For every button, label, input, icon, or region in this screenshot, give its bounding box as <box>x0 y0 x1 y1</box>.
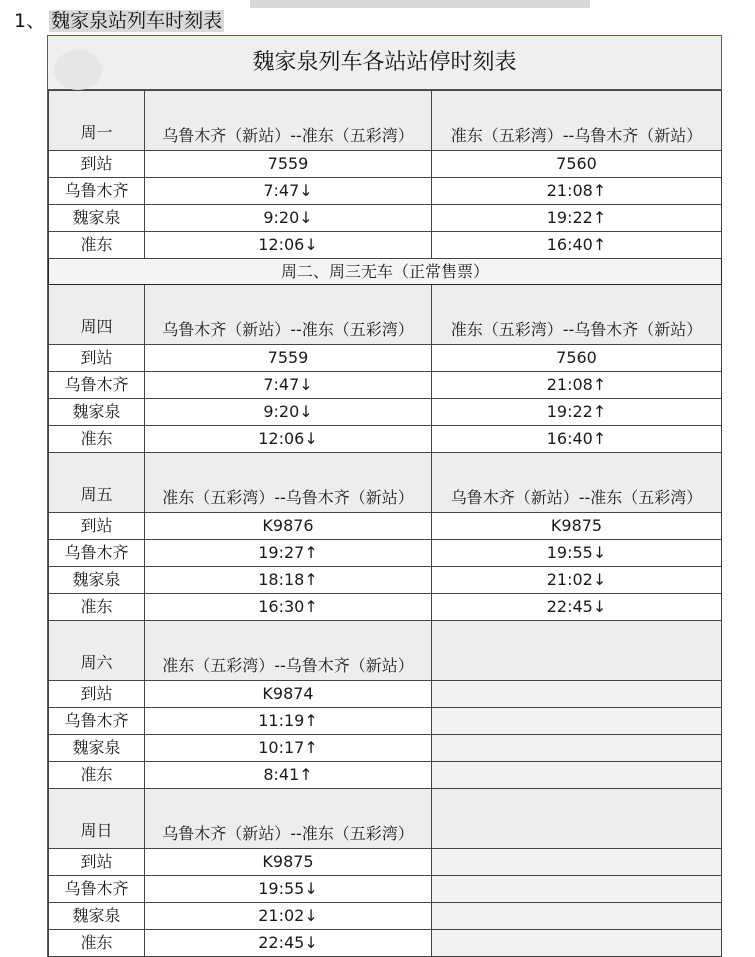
time-value-2 <box>432 762 722 789</box>
day-label: 周四 <box>49 285 145 345</box>
time-value-1: 12:06↓ <box>145 232 432 259</box>
direction-2: 准东（五彩湾）--乌鲁木齐（新站） <box>432 91 722 151</box>
direction-2: 乌鲁木齐（新站）--准东（五彩湾） <box>432 453 722 513</box>
time-value-1: 9:20↓ <box>145 399 432 426</box>
time-value-2 <box>432 708 722 735</box>
table-row <box>49 372 722 399</box>
station-label: 到站 <box>49 513 145 540</box>
time-value-1: 11:19↑ <box>145 708 432 735</box>
time-value-2: 21:02↓ <box>432 567 722 594</box>
time-value-1: 22:45↓ <box>145 930 432 957</box>
time-value-1: 19:27↑ <box>145 540 432 567</box>
day-label: 周一 <box>49 91 145 151</box>
table-title-row <box>48 36 721 90</box>
table-row <box>49 903 722 930</box>
station-label: 魏家泉 <box>49 735 145 762</box>
table-row <box>49 681 722 708</box>
section-heading <box>14 8 224 34</box>
direction-2 <box>432 789 722 849</box>
table-row <box>49 708 722 735</box>
watermark-logo-icon <box>54 50 102 90</box>
time-value-2: 21:08↑ <box>432 178 722 205</box>
station-label: 魏家泉 <box>49 205 145 232</box>
direction-2: 准东（五彩湾）--乌鲁木齐（新站） <box>432 285 722 345</box>
time-value-2: 16:40↑ <box>432 232 722 259</box>
table-row <box>49 762 722 789</box>
time-value-1: 18:18↑ <box>145 567 432 594</box>
time-value-1: K9874 <box>145 681 432 708</box>
heading-number: 1、 <box>14 10 46 32</box>
station-label: 准东 <box>49 232 145 259</box>
direction-1: 乌鲁木齐（新站）--准东（五彩湾） <box>145 285 432 345</box>
station-label: 乌鲁木齐 <box>49 540 145 567</box>
no-service-note: 周二、周三无车（正常售票） <box>49 259 722 285</box>
time-value-2 <box>432 681 722 708</box>
table-row <box>49 513 722 540</box>
station-label: 准东 <box>49 930 145 957</box>
time-value-2: 16:40↑ <box>432 426 722 453</box>
time-value-2: 19:22↑ <box>432 399 722 426</box>
table-row <box>49 849 722 876</box>
day-label: 周六 <box>49 621 145 681</box>
section-header-row <box>49 285 722 345</box>
table-row <box>49 345 722 372</box>
time-value-2: K9875 <box>432 513 722 540</box>
table-row <box>49 399 722 426</box>
time-value-2 <box>432 903 722 930</box>
schedule-table <box>48 90 722 957</box>
direction-1: 准东（五彩湾）--乌鲁木齐（新站） <box>145 453 432 513</box>
time-value-1: 9:20↓ <box>145 205 432 232</box>
top-strip <box>250 0 590 8</box>
station-label: 到站 <box>49 151 145 178</box>
station-label: 魏家泉 <box>49 399 145 426</box>
time-value-1: 19:55↓ <box>145 876 432 903</box>
station-label: 准东 <box>49 426 145 453</box>
station-label: 乌鲁木齐 <box>49 372 145 399</box>
station-label: 到站 <box>49 681 145 708</box>
table-row <box>49 567 722 594</box>
time-value-2: 7560 <box>432 151 722 178</box>
station-label: 到站 <box>49 849 145 876</box>
time-value-2: 22:45↓ <box>432 594 722 621</box>
time-value-1: 12:06↓ <box>145 426 432 453</box>
section-header-row <box>49 91 722 151</box>
section-header-row <box>49 621 722 681</box>
time-value-1: K9875 <box>145 849 432 876</box>
table-row <box>49 232 722 259</box>
direction-2 <box>432 621 722 681</box>
day-label: 周日 <box>49 789 145 849</box>
direction-1: 乌鲁木齐（新站）--准东（五彩湾） <box>145 91 432 151</box>
station-label: 乌鲁木齐 <box>49 178 145 205</box>
time-value-1: 7:47↓ <box>145 372 432 399</box>
heading-text: 魏家泉站列车时刻表 <box>51 10 223 32</box>
timetable <box>47 35 722 957</box>
station-label: 准东 <box>49 594 145 621</box>
station-label: 魏家泉 <box>49 567 145 594</box>
station-label: 乌鲁木齐 <box>49 708 145 735</box>
table-row <box>49 205 722 232</box>
direction-1: 准东（五彩湾）--乌鲁木齐（新站） <box>145 621 432 681</box>
time-value-1: 7559 <box>145 345 432 372</box>
note-row <box>49 259 722 285</box>
table-row <box>49 151 722 178</box>
time-value-1: K9876 <box>145 513 432 540</box>
station-label: 乌鲁木齐 <box>49 876 145 903</box>
table-row <box>49 876 722 903</box>
station-label: 魏家泉 <box>49 903 145 930</box>
direction-1: 乌鲁木齐（新站）--准东（五彩湾） <box>145 789 432 849</box>
time-value-1: 21:02↓ <box>145 903 432 930</box>
table-title: 魏家泉列车各站站停时刻表 <box>252 50 517 75</box>
time-value-1: 10:17↑ <box>145 735 432 762</box>
time-value-2 <box>432 849 722 876</box>
time-value-2: 7560 <box>432 345 722 372</box>
time-value-1: 16:30↑ <box>145 594 432 621</box>
station-label: 到站 <box>49 345 145 372</box>
time-value-2 <box>432 930 722 957</box>
time-value-1: 7559 <box>145 151 432 178</box>
time-value-2 <box>432 735 722 762</box>
time-value-2 <box>432 876 722 903</box>
table-row <box>49 930 722 957</box>
time-value-2: 19:55↓ <box>432 540 722 567</box>
table-row <box>49 426 722 453</box>
table-row <box>49 735 722 762</box>
table-row <box>49 540 722 567</box>
section-header-row <box>49 453 722 513</box>
time-value-1: 8:41↑ <box>145 762 432 789</box>
time-value-2: 19:22↑ <box>432 205 722 232</box>
day-label: 周五 <box>49 453 145 513</box>
time-value-1: 7:47↓ <box>145 178 432 205</box>
time-value-2: 21:08↑ <box>432 372 722 399</box>
table-row <box>49 178 722 205</box>
table-row <box>49 594 722 621</box>
section-header-row <box>49 789 722 849</box>
station-label: 准东 <box>49 762 145 789</box>
